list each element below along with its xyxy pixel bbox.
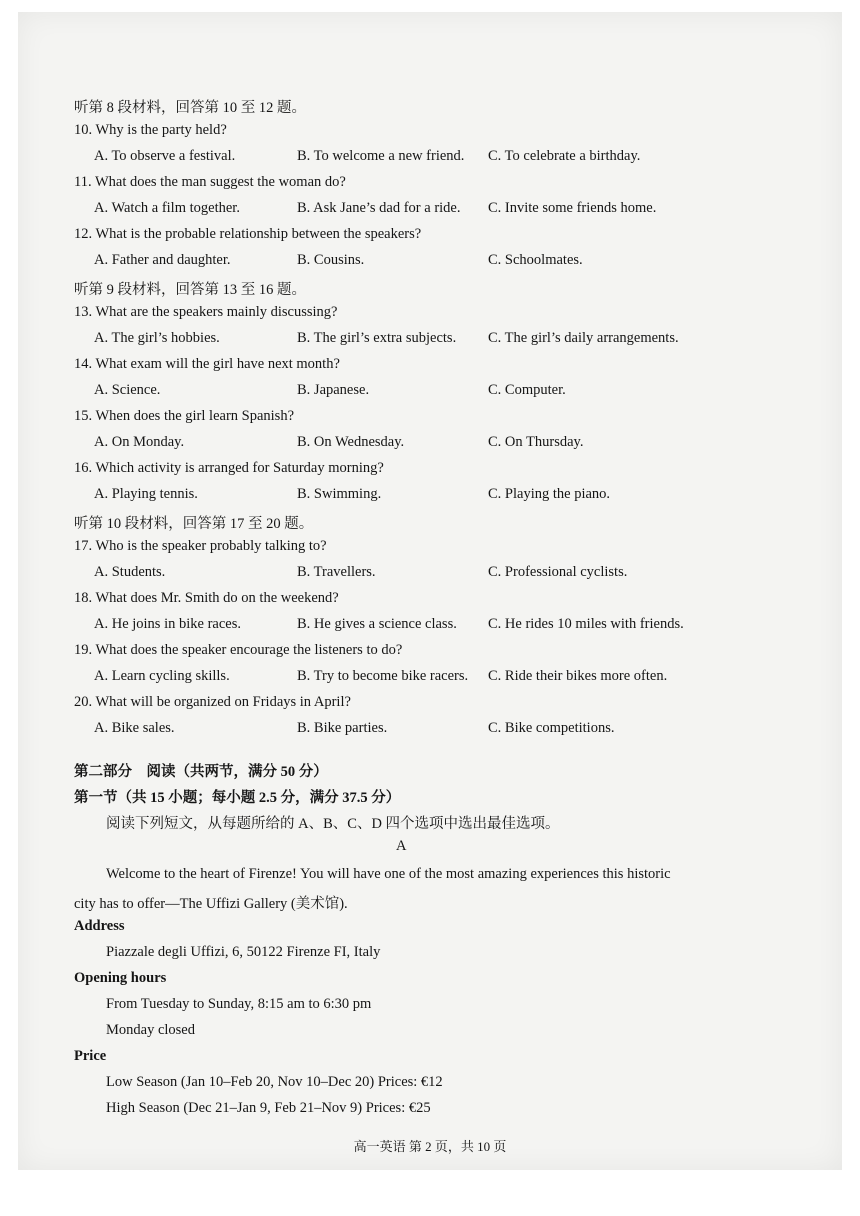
option-b: B. Japanese. <box>297 382 370 398</box>
option-c: C. The girl’s daily arrangements. <box>488 330 679 346</box>
option-c: C. Invite some friends home. <box>488 200 657 216</box>
question-text: 17. Who is the speaker probably talking to? <box>74 538 327 554</box>
section-header-8: 听第 8 段材料，回答第 10 至 12 题。 <box>74 100 306 116</box>
option-a: A. Science. <box>94 382 161 398</box>
option-a: A. To observe a festival. <box>94 148 236 164</box>
address-text: Piazzale degli Uffizi, 6, 50122 Firenze FI, Italy <box>106 944 381 960</box>
price-low-season: Low Season (Jan 10–Feb 20, Nov 10–Dec 20) Prices: €12 <box>106 1074 443 1090</box>
question-text: 14. What exam will the girl have next month? <box>74 356 340 372</box>
question-text: 16. Which activity is arranged for Saturday morning? <box>74 460 384 476</box>
option-c: C. Schoolmates. <box>488 252 583 268</box>
question-text: 10. Why is the party held? <box>74 122 227 138</box>
passage-label: A <box>396 838 407 854</box>
part-title: 第二部分 阅读（共两节，满分 50 分） <box>74 764 328 780</box>
option-a: A. The girl’s hobbies. <box>94 330 220 346</box>
price-heading: Price <box>74 1048 107 1064</box>
option-a: A. Learn cycling skills. <box>94 668 230 684</box>
option-c: C. Ride their bikes more often. <box>488 668 668 684</box>
passage-intro: Welcome to the heart of Firenze! You will have one of the most amazing experiences this historic <box>106 866 671 882</box>
option-b: B. The girl’s extra subjects. <box>297 330 457 346</box>
option-b: B. Cousins. <box>297 252 365 268</box>
price-high-season: High Season (Dec 21–Jan 9, Feb 21–Nov 9) Prices: €25 <box>106 1100 431 1116</box>
address-heading: Address <box>74 918 125 934</box>
question-text: 11. What does the man suggest the woman do? <box>74 174 346 190</box>
option-b: B. Ask Jane’s dad for a ride. <box>297 200 461 216</box>
option-c: C. Computer. <box>488 382 566 398</box>
option-c: C. To celebrate a birthday. <box>488 148 641 164</box>
option-a: A. He joins in bike races. <box>94 616 241 632</box>
hours-heading: Opening hours <box>74 970 167 986</box>
instruction-text: 阅读下列短文，从每题所给的 A、B、C、D 四个选项中选出最佳选项。 <box>106 816 560 832</box>
option-b: B. Travellers. <box>297 564 376 580</box>
hours-text: From Tuesday to Sunday, 8:15 am to 6:30 pm <box>106 996 372 1012</box>
question-text: 20. What will be organized on Fridays in April? <box>74 694 351 710</box>
option-a: A. On Monday. <box>94 434 185 450</box>
section-header-9: 听第 9 段材料，回答第 13 至 16 题。 <box>74 282 306 298</box>
option-c: C. Playing the piano. <box>488 486 611 502</box>
option-c: C. He rides 10 miles with friends. <box>488 616 684 632</box>
question-text: 12. What is the probable relationship between the speakers? <box>74 226 422 242</box>
option-b: B. To welcome a new friend. <box>297 148 465 164</box>
question-text: 13. What are the speakers mainly discussing? <box>74 304 338 320</box>
question-text: 18. What does Mr. Smith do on the weekend? <box>74 590 339 606</box>
option-b: B. He gives a science class. <box>297 616 457 632</box>
page-footer: 高一英语 第 2 页，共 10 页 <box>353 1139 507 1154</box>
option-c: C. Professional cyclists. <box>488 564 628 580</box>
question-text: 15. When does the girl learn Spanish? <box>74 408 294 424</box>
option-b: B. Try to become bike racers. <box>297 668 469 684</box>
hours-closed-text: Monday closed <box>106 1022 195 1038</box>
option-a: A. Students. <box>94 564 166 580</box>
option-a: A. Bike sales. <box>94 720 175 736</box>
passage-intro-cont: city has to offer—The Uffizi Gallery (美术馆). <box>74 896 348 912</box>
option-a: A. Watch a film together. <box>94 200 240 216</box>
option-c: C. Bike competitions. <box>488 720 615 736</box>
option-b: B. Bike parties. <box>297 720 388 736</box>
section-header-10: 听第 10 段材料，回答第 17 至 20 题。 <box>74 516 314 532</box>
question-text: 19. What does the speaker encourage the listeners to do? <box>74 642 403 658</box>
option-a: A. Father and daughter. <box>94 252 231 268</box>
option-b: B. Swimming. <box>297 486 382 502</box>
section-title: 第一节（共 15 小题；每小题 2.5 分，满分 37.5 分） <box>74 790 401 806</box>
option-b: B. On Wednesday. <box>297 434 405 450</box>
option-c: C. On Thursday. <box>488 434 584 450</box>
option-a: A. Playing tennis. <box>94 486 198 502</box>
